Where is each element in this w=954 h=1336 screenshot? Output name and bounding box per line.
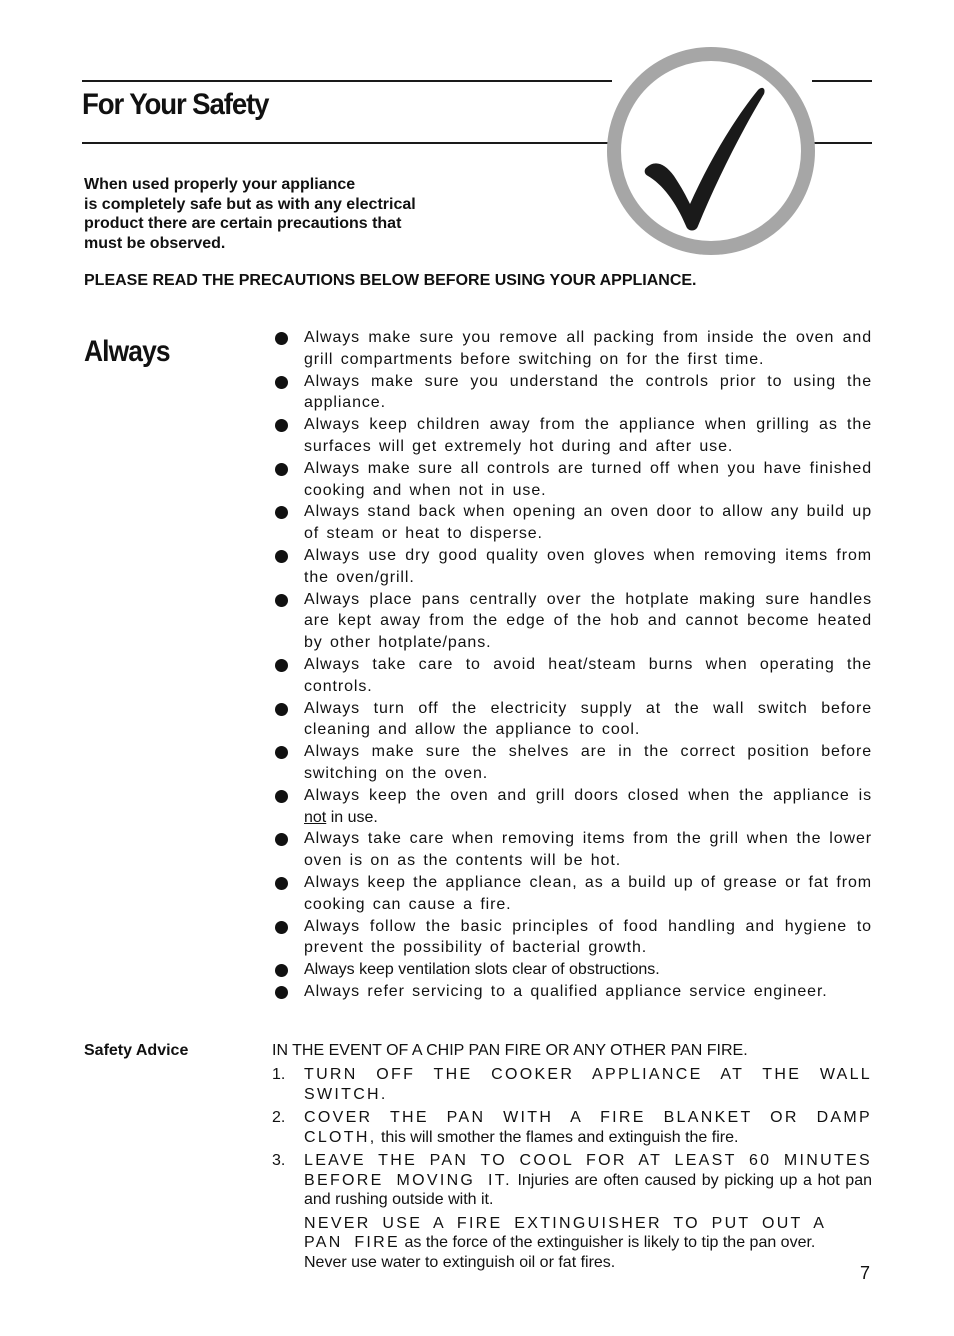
bullet-icon [275, 419, 288, 432]
step-number: 2. [272, 1109, 286, 1126]
checkmark-icon [604, 44, 818, 258]
list-item: Always take care to avoid heat/steam burns when operating the controls. [272, 654, 872, 698]
bullet-icon [275, 746, 288, 759]
list-item: Always make sure you remove all packing from inside the oven and grill compartments before switching on for the first time. [272, 327, 872, 371]
list-item: Always keep ventilation slots clear of obstructions. [272, 959, 872, 981]
safety-step [272, 1108, 872, 1147]
bullet-icon [275, 506, 288, 519]
list-item: Always make sure you understand the controls prior to using the appliance. [272, 371, 872, 415]
list-item: Always keep the oven and grill doors closed when the appliance is not in use. [272, 785, 872, 829]
list-item: Always make sure all controls are turned off when you have finished cooking and when not in use. [272, 458, 872, 502]
safety-advice-intro: IN THE EVENT OF A CHIP PAN FIRE OR ANY OTHER PAN FIRE. [272, 1042, 748, 1059]
bullet-icon [275, 594, 288, 607]
header-rule-top-right [812, 80, 872, 82]
step-text: TURN OFF THE COOKER APPLIANCE AT THE WALL SWITCH. [304, 1066, 872, 1103]
step-text: LEAVE THE PAN TO COOL FOR AT LEAST 60 MINUTES BEFORE MOVING IT. [304, 1152, 872, 1189]
list-item: Always place pans centrally over the hotplate making sure handles are kept away from the edge of the hob and cannot become heated by other hotplate/pans. [272, 589, 872, 654]
intro-line: is completely safe but as with any electrical [84, 195, 416, 213]
list-item: Always refer servicing to a qualified appliance service engineer. [272, 981, 872, 1025]
bullet-icon [275, 790, 288, 803]
page-title: For Your Safety [82, 88, 269, 121]
read-precautions-warning: PLEASE READ THE PRECAUTIONS BELOW BEFORE USING YOUR APPLIANCE. [84, 272, 697, 289]
list-item: Always keep children away from the appliance when grilling as the surfaces will get extremely hot during and after use. [272, 414, 872, 458]
list-item: Always take care when removing items from the grill when the lower oven is on as the contents will be hot. [272, 828, 872, 872]
bullet-icon [275, 877, 288, 890]
list-item: Always use dry good quality oven gloves when removing items from the oven/grill. [272, 545, 872, 589]
safety-advice-label: Safety Advice [84, 1042, 189, 1059]
list-item: Always make sure the shelves are in the correct position before switching on the oven. [272, 741, 872, 785]
bullet-icon [275, 463, 288, 476]
intro-line: must be observed. [84, 234, 226, 252]
header-rule-bottom [82, 142, 612, 144]
page-number: 7 [860, 1263, 871, 1283]
list-item: Always stand back when opening an oven door to allow any build up of steam or heat to disperse. [272, 501, 872, 545]
list-item: Always keep the appliance clean, as a build up of grease or fat from cooking can cause a fire. [272, 872, 872, 916]
list-item: Always follow the basic principles of food handling and hygiene to prevent the possibility of bacterial growth. [272, 916, 872, 960]
bullet-icon [275, 332, 288, 345]
step-text: COVER THE PAN WITH A FIRE BLANKET OR DAMP CLOTH, [304, 1109, 872, 1146]
bullet-icon [275, 921, 288, 934]
always-heading: Always [84, 335, 170, 368]
bullet-icon [275, 703, 288, 716]
step-number: 3. [272, 1152, 286, 1169]
safety-step [272, 1151, 872, 1210]
always-list [272, 327, 872, 1025]
emphasis-not: not [304, 808, 327, 826]
step-detail: this will smother the flames and extinguish the fire. [380, 1128, 739, 1146]
list-item: Always turn off the electricity supply at the wall switch before cleaning and allow the appliance to cool. [272, 698, 872, 742]
extinguisher-warning [272, 1214, 872, 1273]
bullet-icon [275, 833, 288, 846]
header-rule-bottom-right [812, 142, 872, 144]
bullet-icon [275, 964, 288, 977]
intro-line: When used properly your appliance [84, 176, 356, 193]
step-number: 1. [272, 1066, 286, 1083]
bullet-icon [275, 659, 288, 672]
intro-paragraph [84, 175, 484, 253]
header-rule-top [82, 80, 612, 82]
bullet-icon [275, 376, 288, 389]
safety-step [272, 1065, 872, 1104]
step-detail: Injuries are often caused by picking up a hot pan and rushing outside with it. [304, 1171, 872, 1208]
extinguisher-warning-caps: NEVER USE A FIRE EXTINGUISHER TO PUT OUT A PAN FIRE [304, 1214, 826, 1251]
extinguisher-warning-detail: as the force of the extinguisher is likely to tip the pan over. [404, 1234, 816, 1251]
water-warning: Never use water to extinguish oil or fat fires. [304, 1253, 616, 1271]
intro-line: product there are certain precautions that [84, 215, 402, 232]
safety-advice-section [272, 1041, 872, 1272]
bullet-icon [275, 986, 288, 999]
bullet-icon [275, 550, 288, 563]
